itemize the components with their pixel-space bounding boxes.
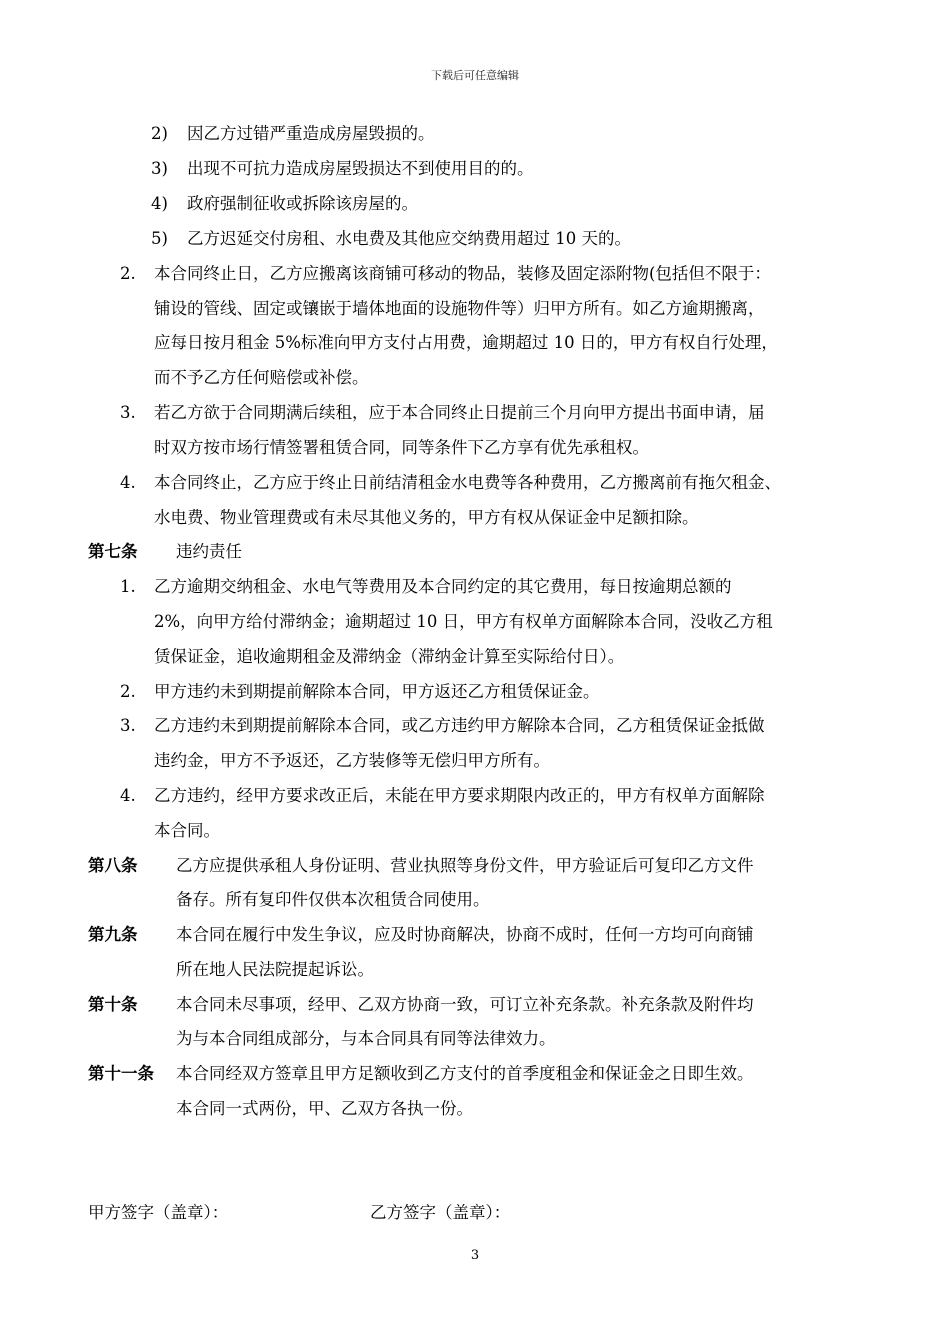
numbered-item-number: 2. — [120, 264, 136, 283]
numbered-item-line: 赁保证金，追收逾期租金及滞纳金（滞纳金计算至实际给付日）。 — [154, 647, 625, 666]
article-line: 备存。所有复印件仅供本次租赁合同使用。 — [176, 890, 490, 909]
article-label: 第七条 — [88, 542, 138, 561]
article-label: 第十条 — [88, 995, 138, 1014]
sub-item-text: 政府强制征收或拆除该房屋的。 — [187, 194, 418, 213]
numbered-item-number: 1. — [120, 577, 136, 596]
numbered-item-line: 乙方逾期交纳租金、水电气等费用及本合同约定的其它费用，每日按逾期总额的 — [154, 577, 732, 596]
numbered-item-line: 水电费、物业管理费或有未尽其他义务的，甲方有权从保证金中足额扣除。 — [154, 508, 699, 527]
numbered-item-number: 4. — [120, 786, 136, 805]
numbered-item-line: 乙方违约，经甲方要求改正后，未能在甲方要求期限内改正的，甲方有权单方面解除 — [154, 786, 765, 805]
party-a-signature: 甲方签字（盖章）： — [88, 1203, 229, 1222]
numbered-item-line: 乙方违约未到期提前解除本合同，或乙方违约甲方解除本合同，乙方租赁保证金抵做 — [154, 716, 765, 735]
numbered-item-line: 而不予乙方任何赔偿或补偿。 — [154, 368, 369, 387]
numbered-item-number: 2. — [120, 682, 136, 701]
numbered-item-line: 本合同终止日，乙方应搬离该商铺可移动的物品，装修及固定添附物(包括但不限于： — [154, 264, 771, 283]
article-line: 乙方应提供承租人身份证明、营业执照等身份文件，甲方验证后可复印乙方文件 — [176, 856, 754, 875]
article-line: 本合同未尽事项，经甲、乙双方协商一致，可订立补充条款。补充条款及附件均 — [176, 995, 754, 1014]
sub-item-number: 5) — [151, 229, 168, 248]
article-line: 本合同在履行中发生争议，应及时协商解决，协商不成时，任何一方均可向商铺 — [176, 925, 754, 944]
article-label: 第十一条 — [88, 1064, 154, 1083]
article-line: 本合同一式两份，甲、乙双方各执一份。 — [176, 1099, 473, 1118]
page-number: 3 — [470, 1248, 480, 1263]
numbered-item-line: 违约金，甲方不予返还，乙方装修等无偿归甲方所有。 — [154, 751, 550, 770]
numbered-item-number: 3. — [120, 403, 136, 422]
numbered-item-line: 本合同终止，乙方应于终止日前结清租金水电费等各种费用，乙方搬离前有拖欠租金、 — [154, 473, 781, 492]
article-line: 本合同经双方签章且甲方足额收到乙方支付的首季度租金和保证金之日即生效。 — [176, 1064, 754, 1083]
numbered-item-line: 2%，向甲方给付滞纳金；逾期超过 10 日，甲方有权单方面解除本合同，没收乙方租 — [154, 612, 773, 631]
numbered-item-number: 4. — [120, 473, 136, 492]
numbered-item-line: 本合同。 — [154, 821, 220, 840]
article-line: 为与本合同组成部分，与本合同具有同等法律效力。 — [176, 1029, 556, 1048]
sub-item-text: 因乙方过错严重造成房屋毁损的。 — [187, 124, 435, 143]
sub-item-number: 3) — [151, 159, 168, 178]
page-header: 下载后可任意编辑 — [431, 69, 519, 82]
numbered-item-line: 甲方违约未到期提前解除本合同，甲方返还乙方租赁保证金。 — [154, 682, 600, 701]
sub-item-text: 出现不可抗力造成房屋毁损达不到使用目的的。 — [187, 159, 534, 178]
article-label: 第九条 — [88, 925, 138, 944]
sub-item-number: 4) — [151, 194, 168, 213]
numbered-item-line: 若乙方欲于合同期满后续租，应于本合同终止日提前三个月向甲方提出书面申请，届 — [154, 403, 765, 422]
party-b-signature: 乙方签字（盖章）： — [370, 1203, 511, 1222]
numbered-item-line: 时双方按市场行情签署租赁合同，同等条件下乙方享有优先承租权。 — [154, 438, 649, 457]
article-line: 所在地人民法院提起诉讼。 — [176, 960, 374, 979]
numbered-item-line: 铺设的管线、固定或镶嵌于墙体地面的设施物件等）归甲方所有。如乙方逾期搬离， — [154, 299, 765, 318]
numbered-item-line: 应每日按月租金 5%标准向甲方支付占用费，逾期超过 10 日的，甲方有权自行处理， — [154, 333, 778, 352]
article-title: 违约责任 — [176, 542, 242, 561]
sub-item-number: 2) — [151, 124, 168, 143]
article-label: 第八条 — [88, 856, 138, 875]
sub-item-text: 乙方迟延交付房租、水电费及其他应交纳费用超过 10 天的。 — [187, 229, 631, 248]
numbered-item-number: 3. — [120, 716, 136, 735]
